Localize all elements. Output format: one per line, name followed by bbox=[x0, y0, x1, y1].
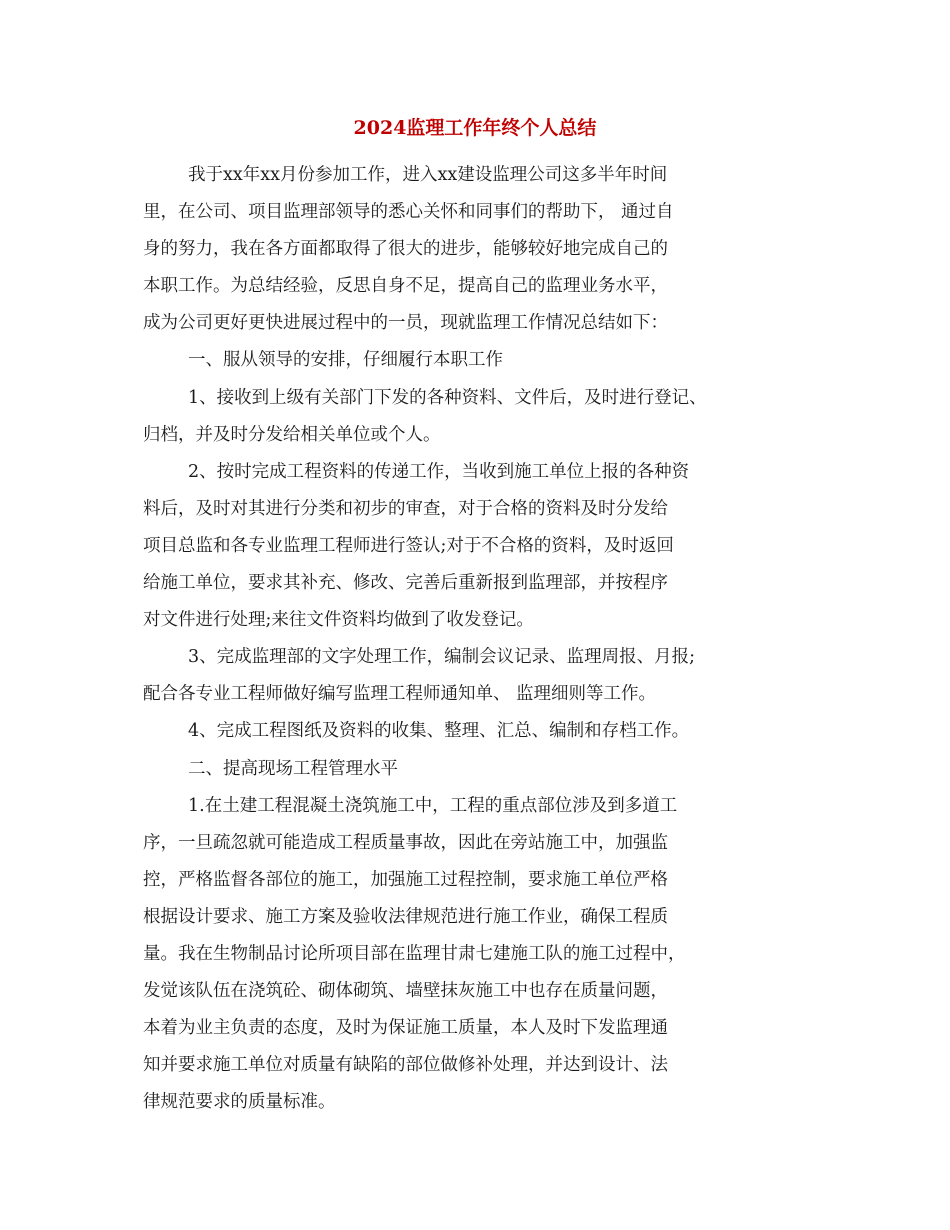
text-line: 1.在土建工程混凝土浇筑施工中，工程的重点部位涉及到多道工 bbox=[188, 796, 678, 816]
text-line: 身的努力，我在各方面都取得了很大的进步，能够较好地完成自己的 bbox=[143, 239, 668, 259]
text-line: 本着为业主负责的态度，及时为保证施工质量，本人及时下发监理通 bbox=[143, 1018, 668, 1038]
text-line: 里，在公司、项目监理部领导的悉心关怀和同事们的帮助下， 通过自 bbox=[143, 202, 674, 222]
text-line: 律规范要求的质量标准。 bbox=[143, 1092, 336, 1112]
text-line: 量。我在生物制品讨论所项目部在监理甘肃七建施工队的施工过程中， bbox=[143, 944, 686, 964]
text-line: 我于xx年xx月份参加工作，进入xx建设监理公司这多半年时间 bbox=[188, 165, 668, 185]
text-line: 本职工作。为总结经验，反思自身不足，提高自己的监理业务水平， bbox=[143, 276, 668, 296]
section-heading: 一、服从领导的安排，仔细履行本职工作 bbox=[188, 350, 503, 370]
text-line: 成为公司更好更快进展过程中的一员，现就监理工作情况总结如下： bbox=[143, 313, 668, 333]
text-line: 根据设计要求、施工方案及验收法律规范进行施工作业，确保工程质 bbox=[143, 907, 668, 927]
text-line: 2、按时完成工程资料的传递工作，当收到施工单位上报的各种资 bbox=[188, 462, 690, 482]
text-line: 4、完成工程图纸及资料的收集、整理、汇总、编制和存档工作。 bbox=[188, 721, 690, 741]
text-line: 序，一旦疏忽就可能造成工程质量事故，因此在旁站施工中，加强监 bbox=[143, 833, 668, 853]
text-line: 给施工单位，要求其补充、修改、完善后重新报到监理部，并按程序 bbox=[143, 573, 668, 593]
text-line: 配合各专业工程师做好编写监理工程师通知单、 监理细则等工作。 bbox=[143, 684, 657, 704]
text-line: 发觉该队伍在浇筑砼、砌体砌筑、墙壁抹灰施工中也存在质量问题， bbox=[143, 981, 668, 1001]
text-line: 3、完成监理部的文字处理工作，编制会议记录、监理周报、月报; bbox=[188, 647, 696, 667]
section-heading: 二、提高现场工程管理水平 bbox=[188, 759, 398, 779]
text-line: 控，严格监督各部位的施工，加强施工过程控制，要求施工单位严格 bbox=[143, 870, 668, 890]
text-line: 项目总监和各专业监理工程师进行签认;对于不合格的资料，及时返回 bbox=[143, 536, 674, 556]
text-line: 归档，并及时分发给相关单位或个人。 bbox=[143, 425, 441, 445]
text-line: 对文件进行处理;来往文件资料均做到了收发登记。 bbox=[143, 610, 534, 630]
document-title: 2024监理工作年终个人总结 bbox=[353, 117, 597, 139]
text-line: 知并要求施工单位对质量有缺陷的部位做修补处理，并达到设计、法 bbox=[143, 1055, 668, 1075]
text-line: 1、接收到上级有关部门下发的各种资料、文件后，及时进行登记、 bbox=[188, 388, 707, 408]
text-line: 料后，及时对其进行分类和初步的审查，对于合格的资料及时分发给 bbox=[143, 499, 668, 519]
